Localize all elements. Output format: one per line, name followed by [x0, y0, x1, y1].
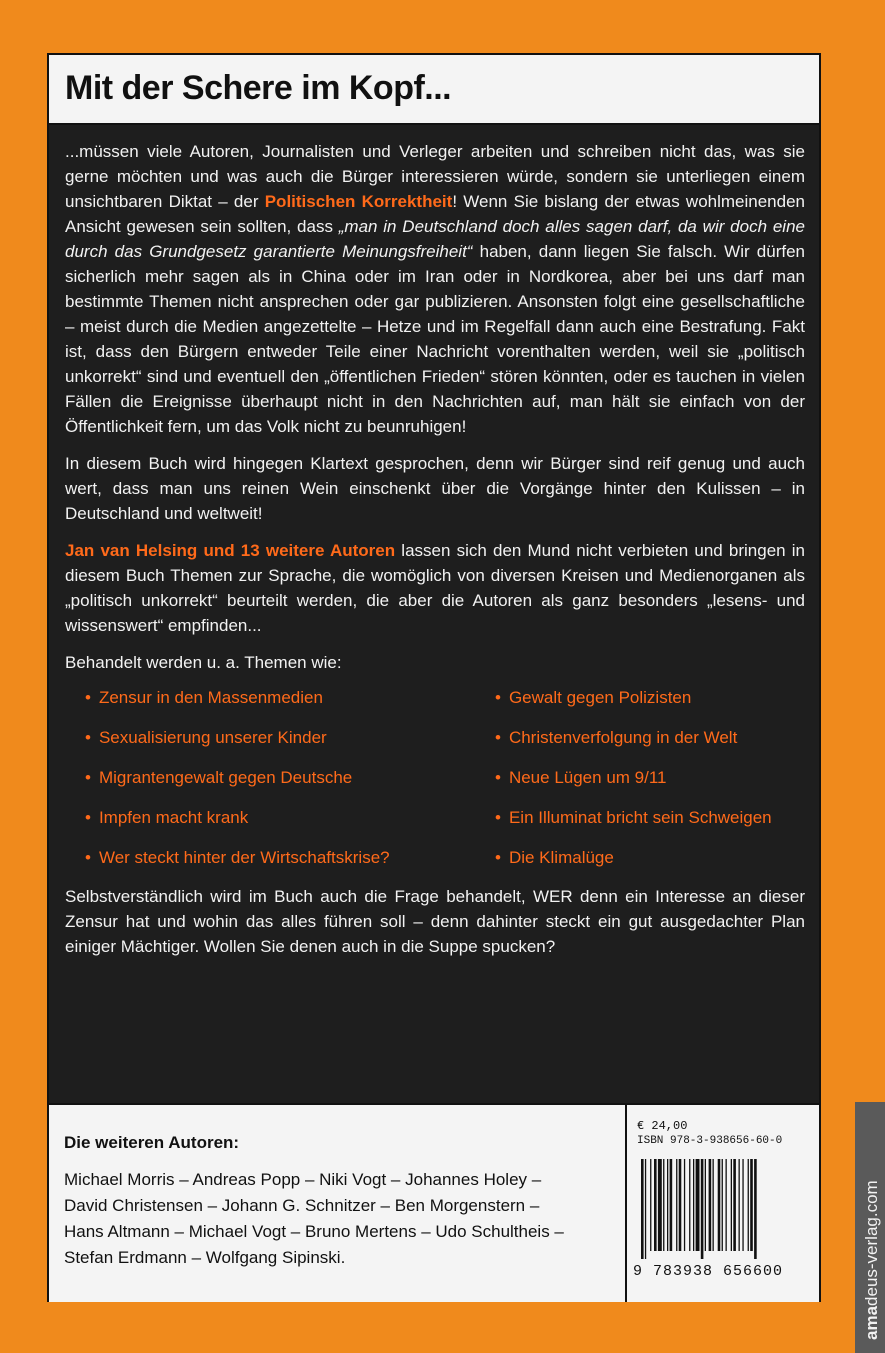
- barcode-bar: [654, 1159, 657, 1251]
- barcode-bar: [731, 1159, 732, 1251]
- barcode-bar: [750, 1159, 753, 1251]
- barcode-bar: [667, 1159, 668, 1251]
- topic-item: • Wer steckt hinter der Wirtschaftskrise?: [85, 848, 390, 867]
- barcode-bar: [713, 1159, 714, 1251]
- text-segment: ...müssen viele Autoren, Journalisten und Verleger arbeiten und schreiben nicht das, was sie gerne möchten und was auch die Bürger interessieren würde, sondern sie unterliegen einem unsichtbaren Diktat – der: [65, 142, 805, 211]
- barcode-box: [627, 1103, 819, 1302]
- barcode-bar: [679, 1159, 682, 1251]
- barcode-bar: [641, 1159, 644, 1259]
- bullet-icon: •: [85, 808, 91, 827]
- authors-box: [49, 1103, 627, 1302]
- barcode-bar: [726, 1159, 727, 1251]
- barcode-bar: [754, 1159, 757, 1259]
- paragraph-closing: Selbstverständlich wird im Buch auch die Frage behandelt, WER denn ein Interesse an dieser Zensur hat und wohin das alles führen soll – denn dahinter steckt ein gut ausgedachter Plan einiger Mächtiger. Wollen Sie denen auch in die Suppe spucken?: [65, 887, 805, 956]
- barcode-icon: [639, 1159, 807, 1259]
- barcode-bar: [739, 1159, 740, 1251]
- topic-item: • Impfen macht krank: [85, 808, 249, 827]
- bullet-icon: •: [85, 768, 91, 787]
- bullet-icon: •: [85, 688, 91, 707]
- italic-quote: „man in Deutschland doch alles sagen darf, da wir doch eine durch das Grundgesetz garantierte Meinungsfreiheit“: [65, 217, 805, 261]
- bullet-icon: •: [495, 728, 501, 747]
- bullet-icon: •: [495, 768, 501, 787]
- barcode-bar: [670, 1159, 673, 1251]
- topic-item: • Zensur in den Massenmedien: [85, 688, 323, 707]
- topic-item: • Migrantengewalt gegen Deutsche: [85, 768, 353, 787]
- topic-item: • Die Klimalüge: [495, 848, 614, 867]
- barcode-bar: [701, 1159, 704, 1259]
- isbn-label: ISBN 978-3-938656-60-0: [637, 1135, 783, 1147]
- topic-item: • Gewalt gegen Polizisten: [495, 688, 692, 707]
- publisher-url: amadeus-verlag.com: [862, 1180, 881, 1340]
- authors-line: David Christensen – Johann G. Schnitzer – Ben Morgenstern –: [64, 1196, 540, 1215]
- paragraph-clear-text: In diesem Buch wird hingegen Klartext gesprochen, denn wir Bürger sind reif genug und auch wert, dass man uns reinen Wein einschenkt über die Vorgänge hinter den Kulissen – in Deutschland und weltweit!: [65, 454, 805, 523]
- barcode-digits: 9 783938 656600: [633, 1263, 784, 1280]
- barcode-bar: [709, 1159, 712, 1251]
- price-label: € 24,00: [637, 1119, 688, 1133]
- authors-line: Michael Morris – Andreas Popp – Niki Vogt – Johannes Holey –: [64, 1170, 542, 1189]
- bullet-icon: •: [495, 848, 501, 867]
- barcode-bar: [658, 1159, 662, 1251]
- book-back-cover: [47, 53, 821, 1302]
- authors-title: Die weiteren Autoren:: [64, 1133, 240, 1152]
- topic-item: • Sexualisierung unserer Kinder: [85, 728, 327, 747]
- barcode-bar: [705, 1159, 706, 1251]
- authors-line: Stefan Erdmann – Wolfgang Sipinski.: [64, 1248, 346, 1267]
- barcode-bar: [696, 1159, 700, 1251]
- paragraph-authors: [65, 538, 805, 638]
- bullet-icon: •: [85, 848, 91, 867]
- text-segment: ! Wenn Sie bislang der etwas wohlmeinenden Ansicht gewesen sein sollten, dass: [65, 192, 805, 236]
- topic-item: • Neue Lügen um 9/11: [495, 768, 667, 787]
- barcode-bar: [742, 1159, 743, 1251]
- blurb-text: [65, 139, 805, 971]
- topics-intro: Behandelt werden u. a. Themen wie:: [65, 653, 342, 672]
- title-bar: [49, 55, 819, 125]
- text-segment: lassen sich den Mund nicht verbieten und bringen in diesem Buch Themen zur Sprache, die womöglich von diversen Kreisen und Medienorganen als „politisch unkorrekt“ beurteilt werden, die aber die Autoren als ganz besonders „lesens- und wissenswert“ empfinden...: [65, 541, 805, 635]
- topic-item: • Ein Illuminat bricht sein Schweigen: [495, 808, 772, 827]
- barcode-bar: [684, 1159, 685, 1251]
- barcode-bar: [722, 1159, 723, 1251]
- barcode-bar: [650, 1159, 651, 1251]
- authors-line: Hans Altmann – Michael Vogt – Bruno Mertens – Udo Schultheis –: [64, 1222, 564, 1241]
- barcode-bar: [693, 1159, 694, 1251]
- highlight-authors: Jan van Helsing und 13 weitere Autoren: [65, 541, 396, 560]
- topic-item: • Christenverfolgung in der Welt: [495, 728, 738, 747]
- topics-list: [85, 685, 805, 870]
- bullet-icon: •: [85, 728, 91, 747]
- paragraph-intro: [65, 139, 805, 439]
- barcode-bar: [718, 1159, 721, 1251]
- barcode-bar: [748, 1159, 749, 1251]
- barcode-bar: [733, 1159, 736, 1251]
- barcode-bar: [663, 1159, 664, 1251]
- barcode-bar: [689, 1159, 690, 1251]
- bullet-icon: •: [495, 808, 501, 827]
- barcode-bar: [645, 1159, 646, 1259]
- barcode-bar: [676, 1159, 677, 1251]
- text-segment: haben, dann liegen Sie falsch. Wir dürfen sicherlich mehr sagen als in China oder im Iran oder in Nordkorea, aber bei uns darf man bestimmte Themen nicht ansprechen oder gar publizieren. Ansonsten folgt eine gesellschaftliche – meist durch die Medien angezettelte – Hetze und im Regelfall dann auch eine Bestrafung. Fakt ist, dass den Bürgern entweder Teile einer Nachricht vorenthalten werden, weil sie „politisch unkorrekt“ sind und eventuell den „öffentlichen Frieden“ stören könnten, oder es tauchen in vielen Fällen die Ereignisse überhaupt nicht in den Nachrichten auf, man hält sie einfach von der Öffentlichkeit fern, um das Volk nicht zu beunruhigen!: [65, 242, 805, 436]
- highlight-political-correctness: Politischen Korrektheit: [264, 192, 453, 211]
- authors-list: [64, 1167, 584, 1271]
- bullet-icon: •: [495, 688, 501, 707]
- cover-title: Mit der Schere im Kopf...: [65, 69, 452, 107]
